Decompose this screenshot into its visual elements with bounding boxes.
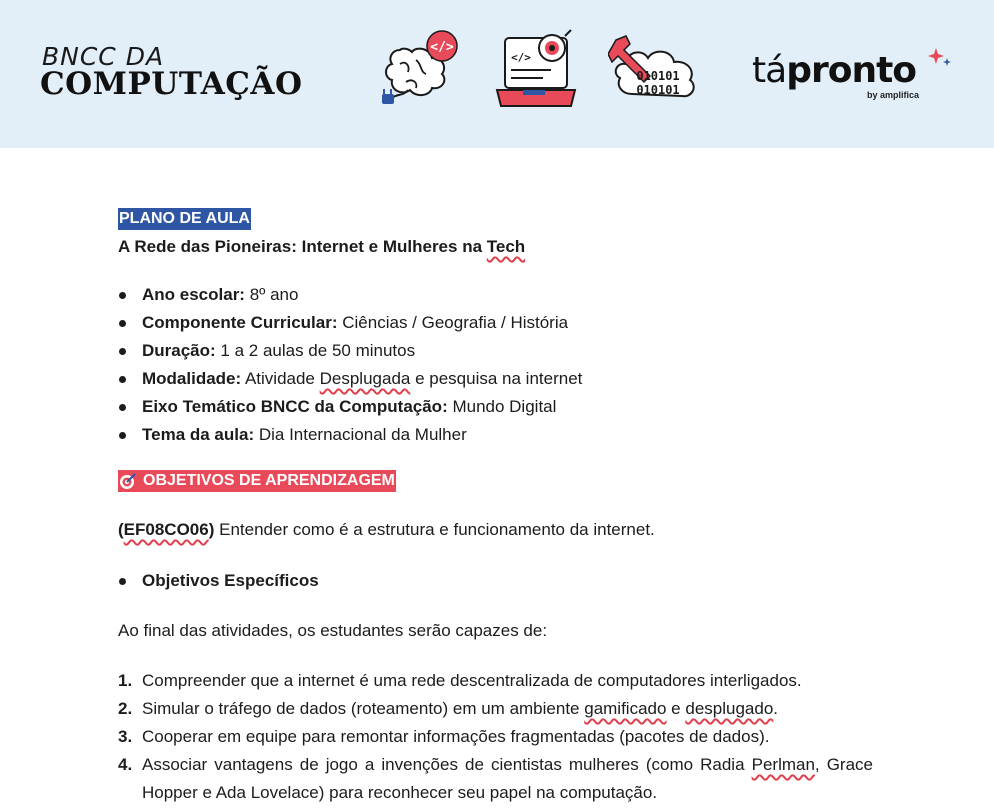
brain-code-glyph: </> — [430, 40, 454, 55]
binary-glyph-line-2: 010101 — [636, 83, 680, 97]
bncc-code: EF08CO06 — [123, 520, 209, 539]
detail-key: Componente Curricular: — [142, 313, 338, 332]
specific-objectives-heading — [118, 571, 319, 591]
list-item — [118, 751, 873, 807]
item-text-b: Perlman — [751, 755, 815, 774]
plan-title — [118, 237, 525, 257]
laptop-code-glyph: </> — [511, 51, 531, 64]
detail-value: 1 a 2 aulas de 50 minutos — [215, 341, 416, 360]
list-item — [118, 285, 582, 313]
item-number: 2. — [118, 699, 133, 718]
brand-logo — [752, 50, 916, 91]
target-icon — [119, 472, 137, 490]
item-number: 4. — [118, 755, 133, 774]
item-number: 1. — [118, 671, 133, 690]
item-text-b: gamificado — [584, 699, 667, 718]
code-close: ) — [208, 520, 215, 539]
specific-objectives-label: Objetivos Específicos — [142, 571, 319, 590]
logo-bncc-bottom: COMPUTAÇÃO — [40, 66, 303, 102]
bncc-code-line — [118, 520, 655, 540]
list-item — [118, 313, 582, 341]
detail-key: Tema da aula: — [142, 425, 255, 444]
detail-value-a: Atividade — [241, 369, 320, 388]
list-item — [118, 397, 582, 425]
brand-light: tá — [752, 50, 787, 91]
detail-key: Duração: — [142, 341, 216, 360]
item-text-c: , Grace Hopper e Ada Lovelace) para reconhecer seu papel na computação. — [142, 755, 873, 802]
wrench-cloud-binary-icon — [608, 32, 704, 108]
objectives-list — [118, 667, 873, 807]
detail-value: Dia Internacional da Mulher — [254, 425, 467, 444]
sparkle-icon — [928, 46, 954, 72]
lesson-details-list — [118, 285, 582, 453]
binary-glyph-line-1: 010101 — [636, 69, 680, 83]
code-description: Entender como é a estrutura e funcionamento da internet. — [214, 520, 655, 539]
plan-label: PLANO DE AULA — [118, 208, 251, 230]
detail-value: Ciências / Geografia / História — [337, 313, 569, 332]
list-item — [118, 425, 582, 453]
detail-key: Ano escolar: — [142, 285, 245, 304]
objectives-label-text: OBJETIVOS DE APRENDIZAGEM — [143, 472, 395, 489]
detail-value-c: e pesquisa na internet — [410, 369, 583, 388]
detail-key: Modalidade: — [142, 369, 242, 388]
item-text: Cooperar em equipe para remontar informações fragmentadas (pacotes de dados). — [142, 727, 770, 746]
code-open: ( — [118, 520, 124, 539]
detail-value: Mundo Digital — [447, 397, 557, 416]
objectives-label — [118, 470, 396, 492]
brand-subtitle: by amplifica — [867, 90, 920, 100]
brand-bold: pronto — [786, 50, 917, 91]
item-text-a: Simular o tráfego de dados (roteamento) em um ambiente — [142, 699, 585, 718]
item-text-a: Associar vantagens de jogo a invenções de cientistas mulheres (como Radia — [142, 755, 752, 774]
detail-value-b: Desplugada — [319, 369, 411, 388]
detail-value: 8º ano — [244, 285, 299, 304]
item-text-e: . — [773, 699, 779, 718]
list-item — [118, 723, 873, 751]
logo-bncc-top: BNCC DA — [42, 42, 165, 71]
plan-title-suffix: Tech — [486, 237, 526, 256]
list-item — [118, 667, 873, 695]
item-text-d: desplugado — [685, 699, 774, 718]
item-text: Compreender que a internet é uma rede descentralizada de computadores interligados. — [142, 671, 802, 690]
detail-key: Eixo Temático BNCC da Computação: — [142, 397, 448, 416]
list-item — [118, 369, 582, 397]
list-item — [118, 695, 873, 723]
list-item — [118, 341, 582, 369]
brain-plug-code-icon — [378, 30, 464, 110]
objectives-intro: Ao final das atividades, os estudantes serão capazes de: — [118, 621, 548, 640]
item-number: 3. — [118, 727, 133, 746]
plan-title-prefix: A Rede das Pioneiras: Internet e Mulheres na — [118, 237, 487, 256]
item-text-c: e — [666, 699, 686, 718]
laptop-eye-code-icon — [495, 28, 581, 112]
